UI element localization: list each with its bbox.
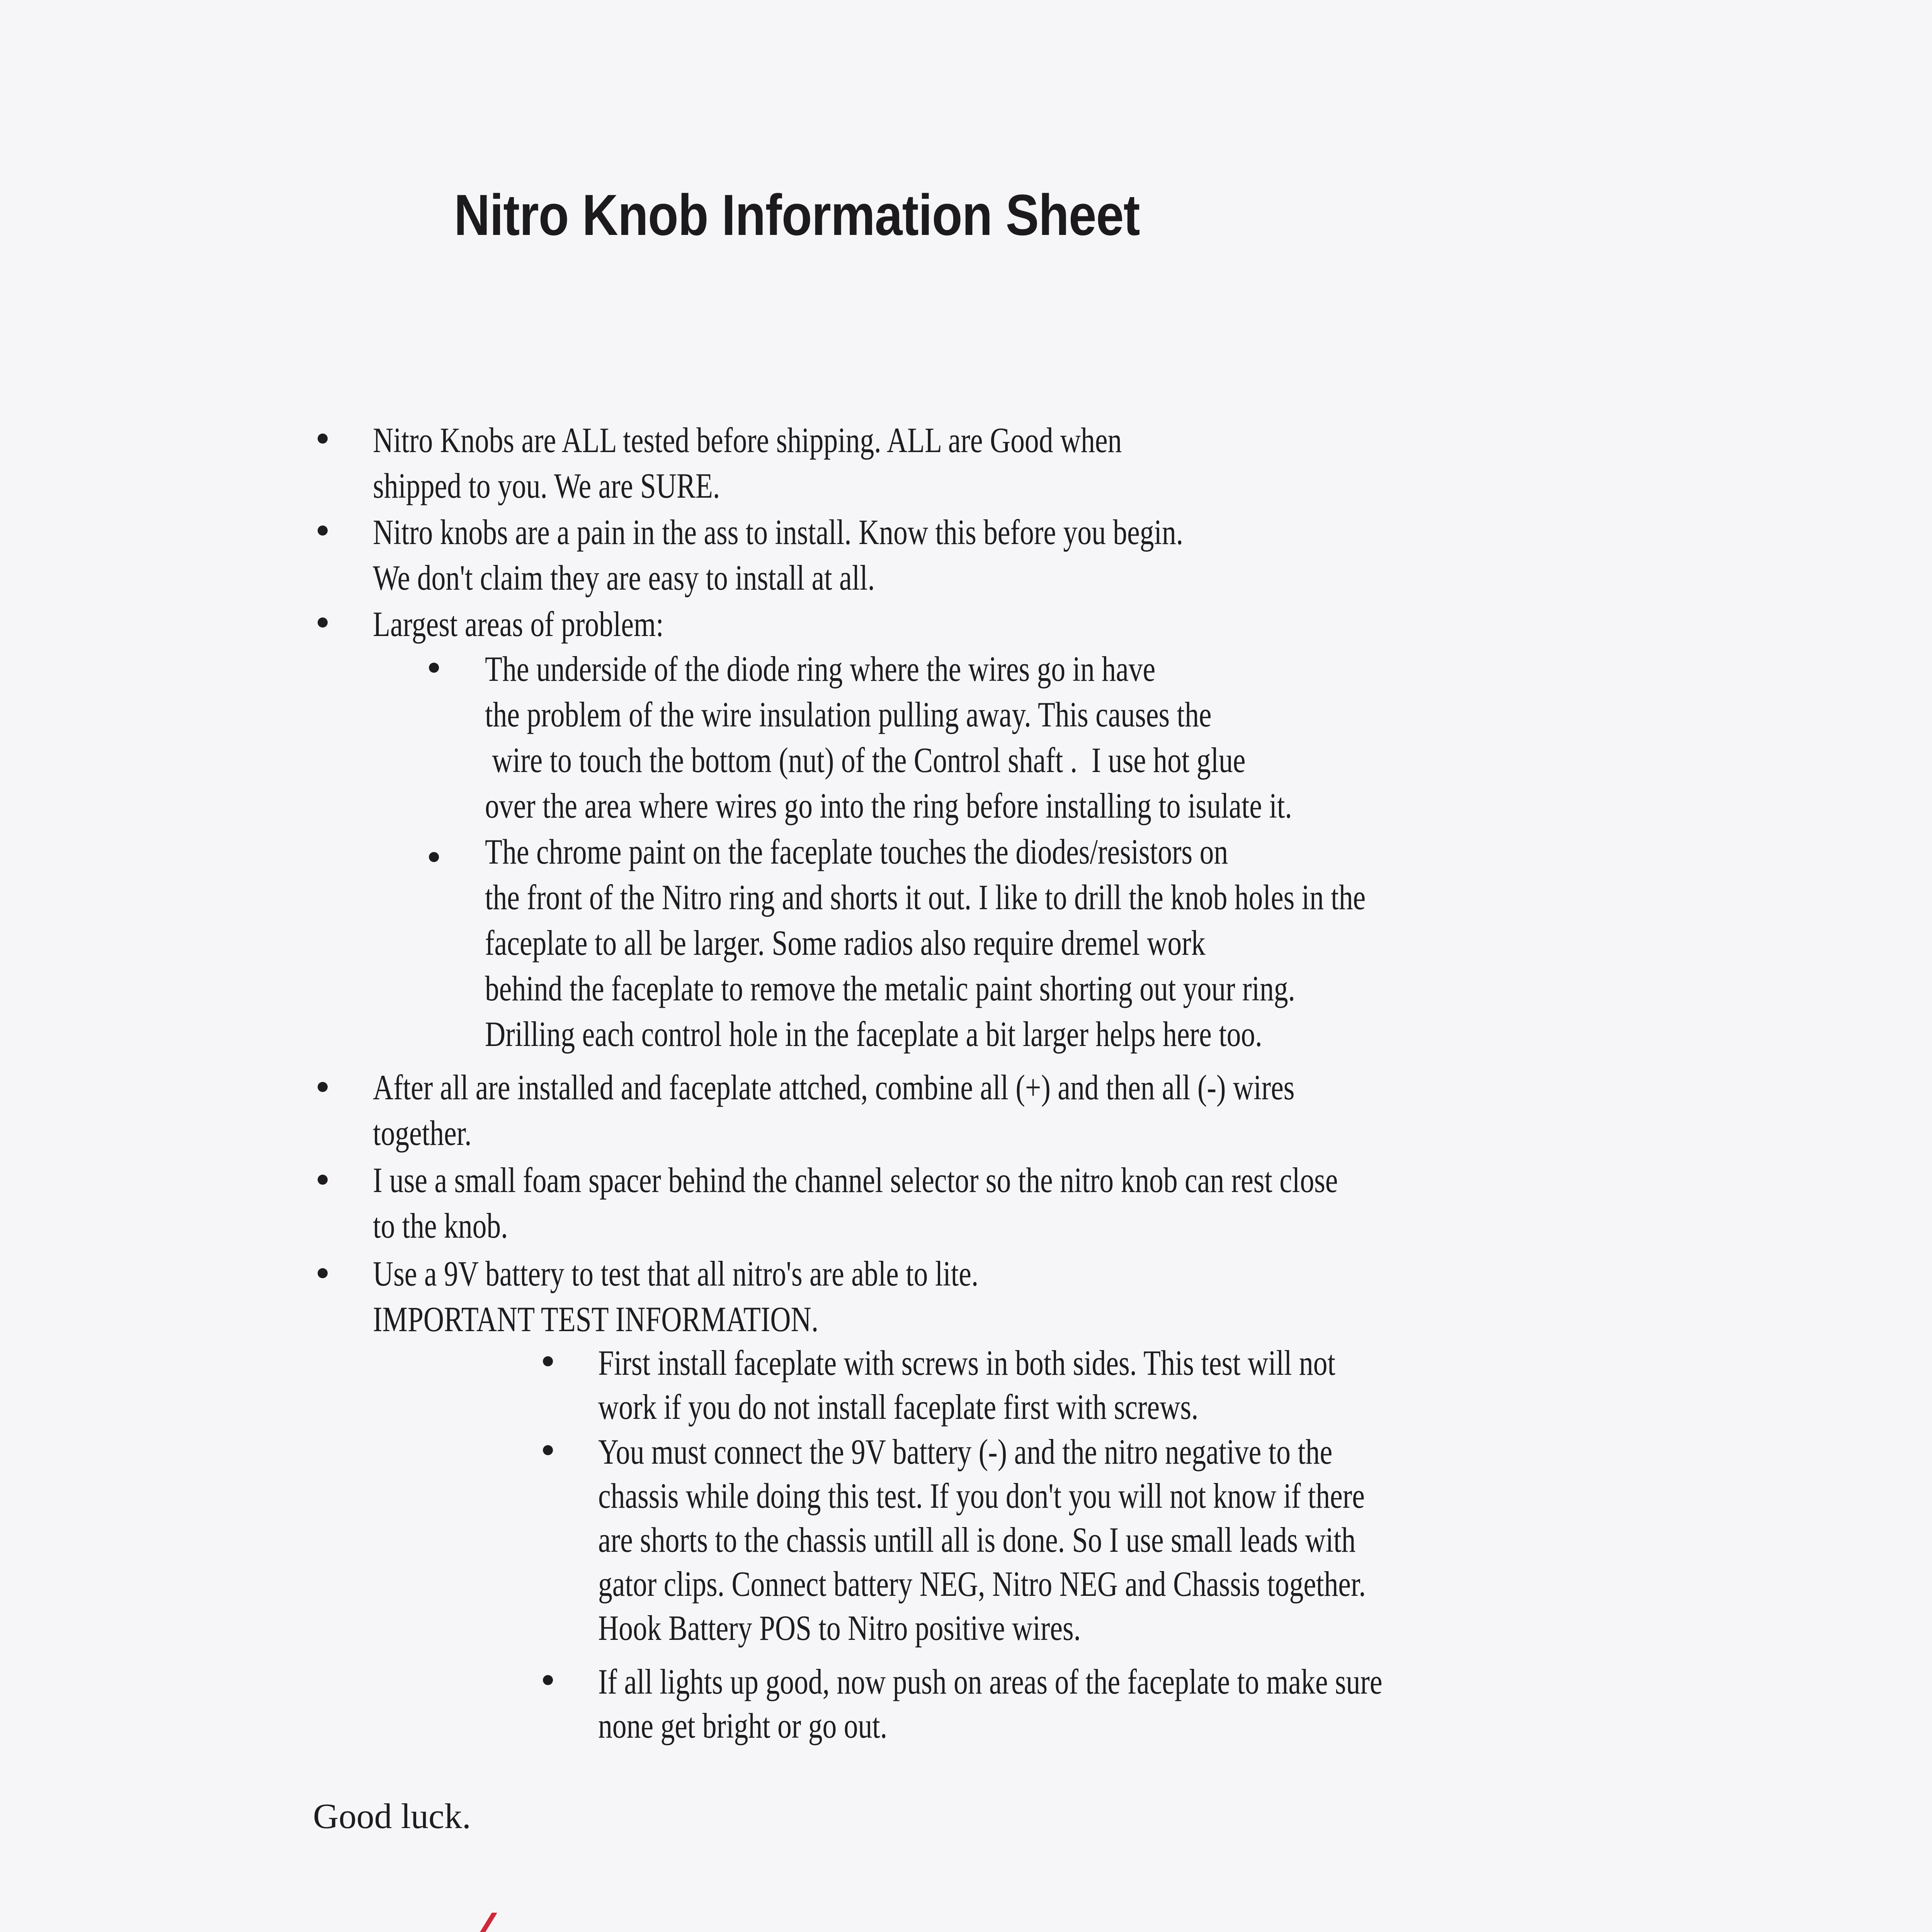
- bullet-dot: [318, 434, 328, 444]
- subbullet-line: First install faceplate with screws in both sides. This test will not: [598, 1343, 1335, 1383]
- bullet-dot: [318, 1175, 328, 1185]
- bullet-dot: [318, 526, 328, 536]
- subbullet-line: chassis while doing this test. If you don't you will not know if there: [598, 1476, 1365, 1515]
- bullet-item: [373, 1065, 1525, 1156]
- bullet-dot: [318, 1268, 328, 1278]
- subbullet-line: If all lights up good, now push on areas of the faceplate to make sure: [598, 1662, 1383, 1701]
- bullet-item: [373, 417, 1309, 509]
- subbullet-line: faceplate to all be larger. Some radios also require dremel work: [485, 923, 1206, 963]
- subbullet-line: Hook Battery POS to Nitro positive wires.: [598, 1608, 1081, 1648]
- subbullet-line: the front of the Nitro ring and shorts it out. I like to drill the knob holes in the: [485, 878, 1366, 917]
- bullet-line: Largest areas of problem:: [373, 604, 664, 644]
- closing-text: Good luck.: [313, 1796, 471, 1836]
- subbullet-line: over the area where wires go into the ring before installing to isulate it.: [485, 786, 1292, 825]
- test-subbullet: [598, 1660, 1578, 1748]
- problem-subbullet: [485, 646, 1494, 828]
- subbullet-line: The chrome paint on the faceplate touches the diodes/resistors on: [485, 832, 1228, 871]
- bullet-item: [373, 601, 736, 647]
- bullet-line: to the knob.: [373, 1206, 508, 1245]
- bullet-line: together.: [373, 1113, 472, 1153]
- bullet-dot: [318, 1082, 328, 1092]
- subbullet-line: wire to touch the bottom (nut) of the Control shaft . I use hot glue: [485, 740, 1246, 780]
- subbullet-line: Drilling each control hole in the faceplate a bit larger helps here too.: [485, 1014, 1262, 1054]
- bullet-line: Nitro Knobs are ALL tested before shipping. ALL are Good when: [373, 420, 1122, 460]
- bullet-item: [373, 509, 1386, 600]
- subbullet-line: work if you do not install faceplate first with screws.: [598, 1387, 1199, 1427]
- subbullet-line: are shorts to the chassis untill all is done. So I use small leads with: [598, 1520, 1356, 1560]
- subbullet-line: none get bright or go out.: [598, 1706, 888, 1745]
- bullet-item: [373, 1157, 1579, 1248]
- sub-bullet-dot: [543, 1356, 553, 1366]
- signature: [224, 1913, 920, 1932]
- bullet-line: I use a small foam spacer behind the channel selector so the nitro knob can rest close: [373, 1160, 1338, 1200]
- important-heading: IMPORTANT TEST INFORMATION.: [373, 1299, 819, 1339]
- bullet-line: shipped to you. We are SURE.: [373, 466, 720, 505]
- bullet-dot: [318, 617, 328, 628]
- sub-bullet-dot: [543, 1675, 553, 1685]
- subbullet-line: The underside of the diode ring where the wires go in have: [485, 649, 1156, 689]
- bullet-line: Nitro knobs are a pain in the ass to install. Know this before you begin.: [373, 512, 1184, 552]
- bullet-item: [373, 1251, 1130, 1342]
- subbullet-line: gator clips. Connect battery NEG, Nitro NEG and Chassis together.: [598, 1564, 1366, 1604]
- sub-bullet-dot: [429, 663, 439, 673]
- bullet-line: Use a 9V battery to test that all nitro's are able to lite.: [373, 1254, 979, 1293]
- problem-subbullet: [485, 829, 1586, 1057]
- bullet-line: We don't claim they are easy to install at all.: [373, 558, 875, 597]
- page-title: Nitro Knob Information Sheet: [454, 182, 1140, 247]
- sub-bullet-dot: [543, 1445, 553, 1455]
- subbullet-line: You must connect the 9V battery (-) and the nitro negative to the: [598, 1432, 1333, 1471]
- bullet-line: After all are installed and faceplate attched, combine all (+) and then all (-) wires: [373, 1068, 1295, 1107]
- sub-bullet-dot: [429, 852, 439, 862]
- subbullet-line: behind the faceplate to remove the metalic paint shorting out your ring.: [485, 969, 1295, 1008]
- subbullet-line: the problem of the wire insulation pulling away. This causes the: [485, 695, 1212, 734]
- signature-top-stroke: [464, 1913, 495, 1932]
- test-subbullet: [598, 1430, 1558, 1650]
- test-subbullet: [598, 1341, 1520, 1429]
